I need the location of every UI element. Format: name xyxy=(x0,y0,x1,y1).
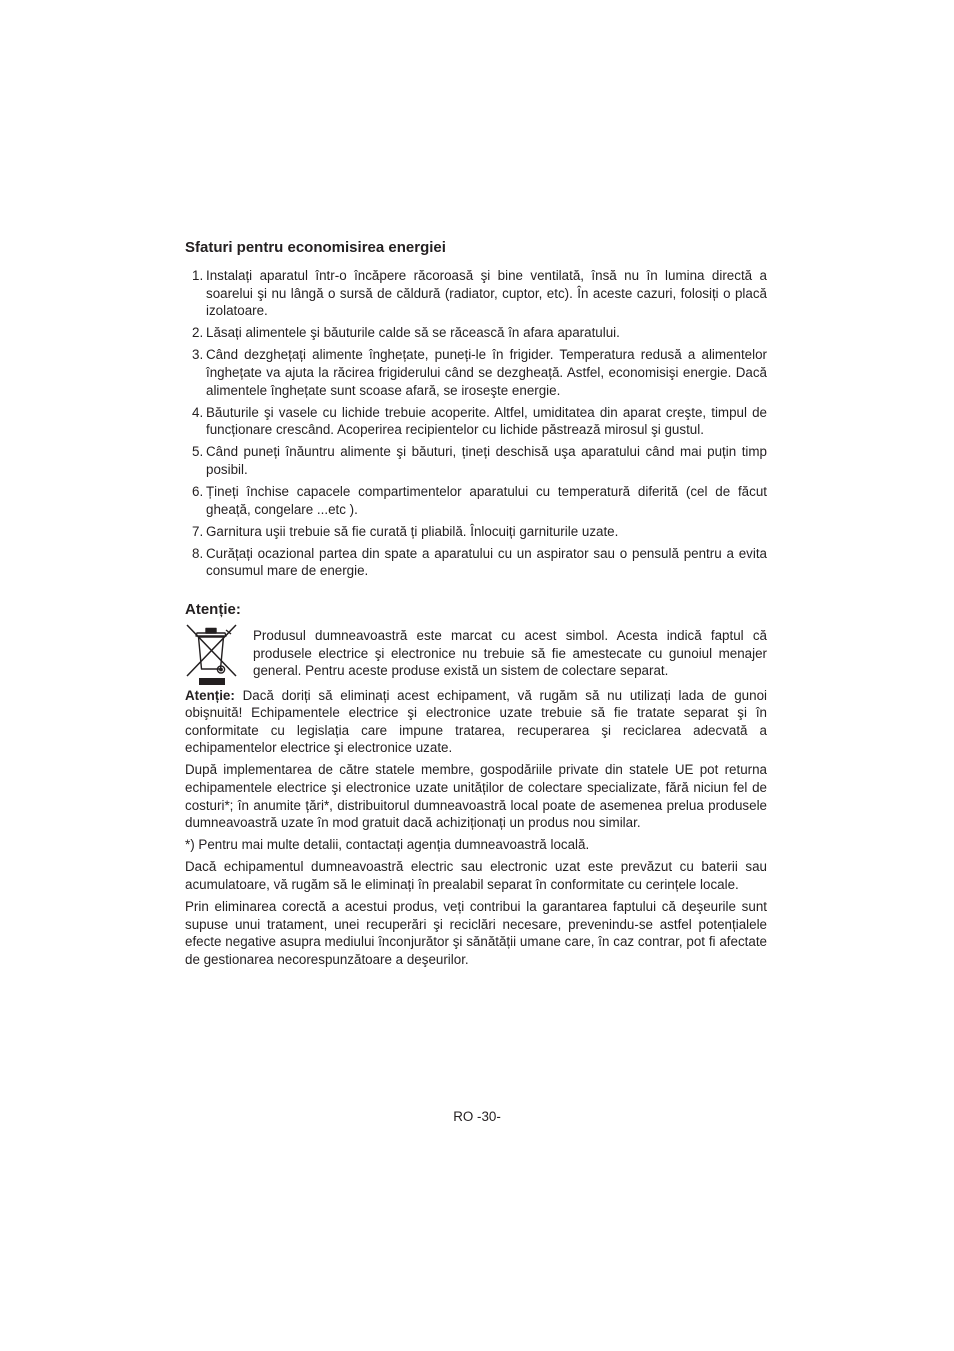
list-item-text: Garnitura uşii trebuie să fie curată ți pliabilă. Înlocuiți garniturile uzate. xyxy=(206,523,619,539)
list-item xyxy=(185,545,767,580)
page-content xyxy=(185,238,767,968)
list-item-text: Curățați ocazional partea din spate a aparatului cu un aspirator sau o pensulă pentru a evita consumul mare de energie. xyxy=(206,545,767,579)
paragraph: Prin eliminarea corectă a acestui produs, veți contribui la garantarea faptului că deşeurile sunt supuse unui tratament, unei recuperări şi reciclări necesare, prevenindu-se astfel potențialele efecte negative asupra mediului înconjurător şi sănătății umane care, în caz contrar, pot fi afectate de gestionarea necorespunzătoare a deşeurilor. xyxy=(185,899,767,967)
list-item-number: 3. xyxy=(192,347,204,363)
energy-tips-heading: Sfaturi pentru economisirea energiei xyxy=(185,239,446,256)
list-item-text: Instalați aparatul într-o încăpere răcoroasă şi bine ventilată, însă nu în lumina directă a soarelui şi nu lângă o sursă de căldură (radiator, cuptor, etc). În aceste cazuri, folosiți o placă izolatoare. xyxy=(206,268,767,319)
warning-label: Atenție: xyxy=(185,687,235,703)
list-item xyxy=(185,523,767,541)
paragraph: Dacă echipamentul dumneavoastră electric sau electronic uzat este prevăzut cu baterii sau acumulatoare, vă rugăm să le eliminați în prealabil separat în conformitate cu cerințele locale. xyxy=(185,859,767,892)
paragraph: După implementarea de către statele membre, gospodăriile private din statele UE pot returna echipamentele electrice şi electronice uzate unităților de colectare specializate, fără niciun fel de costuri*; în anumite țări*, distribuitorul dumneavoastră local poate de asemenea prelua produsele dumneavoastră uzate în mod gratuit dacă achiziționați un produs nou similar. xyxy=(185,762,767,831)
crossed-out-wheelie-bin-icon xyxy=(185,622,239,686)
weee-symbol-description: Produsul dumneavoastră este marcat cu acest simbol. Acesta indică faptul că produsele electrice şi electronice nu trebuie să fie amestecate cu gunoiul menajer general. Pentru aceste produse există un sistem de colectare separat. xyxy=(253,628,767,679)
energy-tips-list xyxy=(185,267,767,580)
list-item-text: Când puneți înăuntru alimente şi băuturi, țineți deschisă uşa aparatului când mai puțin timp posibil. xyxy=(206,444,767,477)
list-item xyxy=(185,404,767,439)
list-item xyxy=(185,483,767,518)
list-item-number: 7. xyxy=(192,523,204,539)
list-item xyxy=(185,324,767,342)
list-item xyxy=(185,267,767,320)
list-item xyxy=(185,443,767,478)
weee-symbol-block xyxy=(185,622,767,682)
list-item-number: 2. xyxy=(192,325,204,341)
list-item xyxy=(185,346,767,399)
list-item-text: Băuturile şi vasele cu lichide trebuie acoperite. Altfel, umiditatea din aparat creşte, timpul de funcționare crescând. Acoperirea recipientelor cu lichide păstrează mirosul şi gustul. xyxy=(206,404,767,438)
list-item-text: Lăsați alimentele şi băuturile calde să se răcească în afara aparatului. xyxy=(206,325,620,341)
list-item-number: 4. xyxy=(192,404,204,420)
list-item-number: 5. xyxy=(192,444,204,460)
warning-text: Dacă doriți să eliminați acest echipament, vă rugăm să nu utilizați lada de gunoi obişnuită! Echipamentele electrice şi electronice uzate trebuie să fie tratate separat şi în conformitate cu legislația care impune tratarea, recuperarea şi reciclarea adecvată a echipamentelor electrice şi electronice uzate. xyxy=(185,687,767,756)
list-item-number: 8. xyxy=(192,545,204,561)
list-item-number: 6. xyxy=(192,484,204,500)
list-item-text: Când dezghețați alimente înghețate, puneți-le în frigider. Temperatura redusă a alimentelor înghețate va ajuta la răcirea frigiderului când se dezgheață. Astfel, economisişi energie. Dacă alimentele înghețate sunt scoase afară, se iroseşte energie. xyxy=(206,347,767,398)
warning-paragraph xyxy=(185,687,767,757)
list-item-text: Țineți închise capacele compartimentelor aparatului cu temperatură diferită (cel de făcut gheață, congelare ...etc ). xyxy=(206,484,767,517)
page-number: RO -30- xyxy=(453,1109,501,1124)
list-item-number: 1. xyxy=(192,268,204,283)
attention-heading: Atenție: xyxy=(185,601,241,618)
footnote-paragraph: *) Pentru mai multe detalii, contactați agenția dumneavoastră locală. xyxy=(185,837,590,853)
